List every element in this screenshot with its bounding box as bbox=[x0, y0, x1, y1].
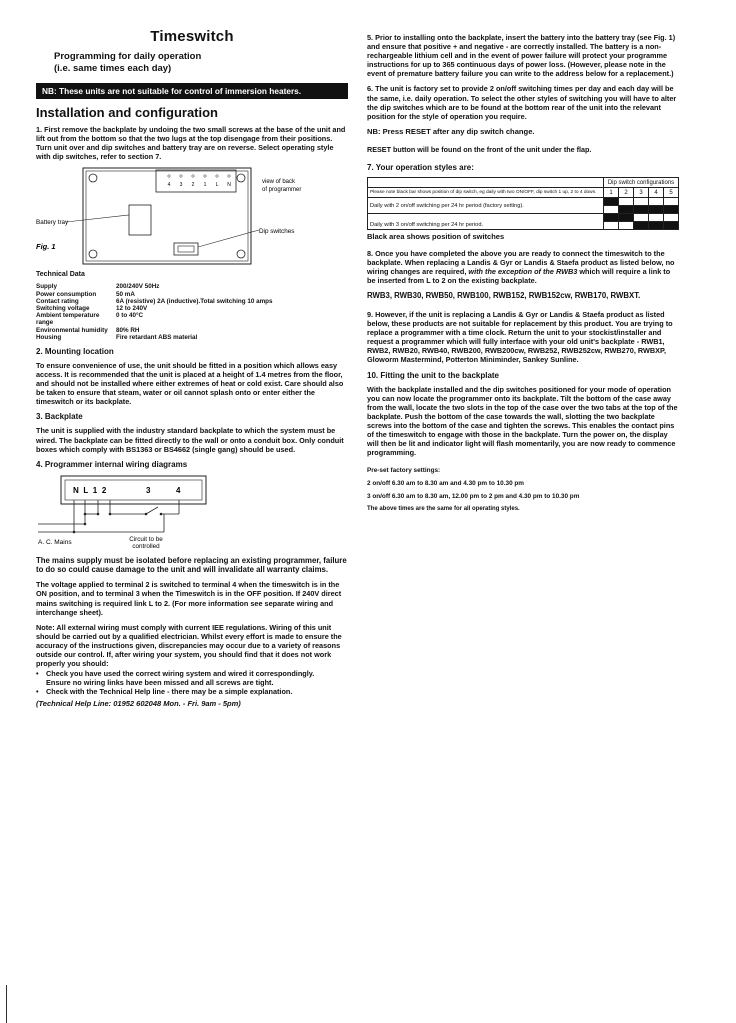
reset-location-text: RESET button will be found on the front of the unit under the flap. bbox=[367, 144, 592, 154]
dip-number-n: N bbox=[227, 182, 231, 189]
table-row: Housing Fire retardant ABS material bbox=[36, 333, 198, 341]
circuit-label-2: controlled bbox=[132, 542, 160, 550]
table-row bbox=[368, 214, 679, 222]
dip-number-l: L bbox=[215, 182, 219, 189]
view-label-1: view of back bbox=[262, 179, 296, 186]
table-row: Supply 200/240V 50Hz bbox=[36, 283, 160, 291]
table-row: Environmental humidity 80% RH bbox=[36, 326, 140, 334]
section-2-heading: 2. Mounting location bbox=[36, 347, 114, 356]
table-row: Please note black bar shows position of dip switch, eg daily with two ON/OFF, dip switch 1 up, 2 to 4 down. 1 2 3 4 5 bbox=[368, 188, 679, 198]
battery-leader-line bbox=[66, 215, 129, 222]
technical-data-table bbox=[36, 283, 273, 341]
right-column bbox=[367, 33, 679, 518]
nb-reset-text: NB: Press RESET after any dip switch change. bbox=[367, 126, 535, 136]
figure-1-back-of-programmer bbox=[36, 167, 348, 269]
document-title: Timeswitch bbox=[150, 28, 234, 45]
list-item: • Check you have used the correct wiring system and wired it correspondingly. bbox=[36, 669, 315, 679]
fig-1-label: Fig. 1 bbox=[36, 242, 56, 252]
dip-number-4: 4 bbox=[167, 182, 171, 189]
wiring-lines bbox=[38, 500, 179, 532]
circuit-label-1: Circuit to be bbox=[129, 535, 163, 543]
section-3-text: The unit is supplied with the industry standard backplate to which the system must be wired. The backplate can be fitted directly to the wall or onto a conduit box. Only conduit boxes which comply with BS1363 or BS4662 (single gang) should be used. bbox=[36, 426, 344, 454]
step-1-text: 1. First remove the backplate by undoing the two small screws at the base of the unit and lift out from the bottom so that the two lugs at the top disengage from their positions. Turn unit over and dip switches and battery tray are on reverse. Select operating style with dip switches, refer to section 7. bbox=[36, 125, 346, 162]
ac-mains-label: A. C. Mains bbox=[38, 538, 72, 546]
list-item: Ensure no wiring links have been missed and all screws are tight. bbox=[46, 678, 274, 688]
table-row bbox=[368, 178, 679, 188]
table-row: Contact rating 6A (resistive) 2A (inductive).Total switching 10 amps bbox=[36, 297, 273, 305]
table-row: Switching voltage 12 to 240V bbox=[36, 304, 148, 312]
table-row: Ambient temperature range 0 to 40°C bbox=[36, 312, 144, 327]
row-daily-2-on-off: Daily with 2 on/off switching per 24 hr period (factory setting). bbox=[368, 198, 604, 214]
compatible-models-list: RWB3, RWB30, RWB50, RWB100, RWB152, RWB152cw, RWB170, RWBXT. bbox=[367, 291, 641, 301]
list-item: • Check with the Technical Help line - there may be a simple explanation. bbox=[36, 687, 293, 697]
row-daily-3-on-off: Daily with 3 on/off switching per 24 hr period. bbox=[368, 214, 604, 230]
technical-help-line: (Technical Help Line: 01952 602048 Mon. - Fri. 9am - 5pm) bbox=[36, 699, 241, 709]
left-column bbox=[36, 28, 348, 708]
screw-icon bbox=[89, 250, 97, 258]
dip-leader-line bbox=[198, 230, 259, 247]
dip-switch-shape bbox=[174, 243, 198, 255]
section-6-text: 6. The unit is factory set to provide 2 on/off switching times per day and each day will be the same, i.e. daily operation. To select the other styles of switching you will have to alter the dip switches which are to be found at the bottom rear of the unit into the relevant position for the style of operation you require. bbox=[367, 84, 677, 121]
screw-icon bbox=[237, 250, 245, 258]
wiring-diagram bbox=[36, 474, 348, 552]
dip-pins bbox=[168, 175, 230, 177]
section-5-text: 5. Prior to installing onto the backplate, insert the battery into the battery tray (see Fig. 1) and ensure that positive + and negative - are correctly installed. The battery is a non-rechargeable lithium cell and in the event of power failure will protect your programme instructions for up to 365 continuous days of power loss. (However, please note in the event of premature battery failure you can write to the address below for a replacement.) bbox=[367, 33, 676, 79]
terminals-n-l-1-2: N L 1 2 bbox=[73, 485, 108, 495]
section-10-heading: 10. Fitting the unit to the backplate bbox=[367, 370, 500, 380]
section-2-text: To ensure convenience of use, the unit should be fitted in a position which allows easy access. It is recommended that the unit is placed at a height of 1.4 metres from the floor, and should not be installed where either extremes of heat or cold exist. Care should also be taken to ensure that steam, water or oil cannot splash onto or enter either the timeswitch or its backplate. bbox=[36, 361, 344, 407]
view-label-2: of programmer bbox=[262, 187, 302, 194]
preset-heading: Pre-set factory settings: bbox=[367, 467, 441, 475]
installation-heading: Installation and configuration bbox=[36, 105, 218, 120]
operation-styles-table bbox=[367, 177, 679, 230]
voltage-terminal-text: The voltage applied to terminal 2 is switched to terminal 4 when the timeswitch is in the ON position, and to terminal 3 when the Timeswitch is in the OFF position. If 240V direct mains switching is required link L to 2. (For more information see separate wiring and interchange sheet). bbox=[36, 580, 342, 617]
section-10-text: With the backplate installed and the dip switches positioned for your mode of operation you can now locate the programmer onto its backplate. Tilt the bottom of the case away from the wall, locate the two slots in the top of the case over the two tabs at the top of the backplate. Push the bottom of the case towards the wall, slotting the two backplate screws into the bottom of the case and tighten the screws. This enables the contact pins of the timeswitch to engage with those in the backplate. Turn the power on, the display will then be lit and indicator light will flash momentarily, you are now ready to commence programming. bbox=[367, 384, 678, 458]
section-8-text: 8. Once you have completed the above you are ready to connect the timeswitch to the backplate. When replacing a Landis & Gyr or Landis & Staefa product as listed below, no wiring changes are required, with the exception of the RWB3 which will require a link to be inserted from L to 2 on the existing backplate. bbox=[367, 249, 675, 286]
battery-tray-label: Battery tray bbox=[36, 219, 69, 227]
table-note: Please note black bar shows position of dip switch, eg daily with two ON/OFF, dip switch 1 up, 2 to 4 down. bbox=[368, 188, 604, 198]
table-row: Power consumption 50 mA bbox=[36, 290, 135, 298]
black-area-note: Black area shows position of switches bbox=[367, 232, 505, 242]
dip-number-3: 3 bbox=[179, 182, 183, 189]
preset-note: The above times are the same for all operating styles. bbox=[367, 506, 520, 513]
terminal-4: 4 bbox=[176, 485, 181, 495]
subtitle-line-1: Programming for daily operation bbox=[54, 51, 202, 62]
terminal-3: 3 bbox=[146, 485, 151, 495]
immersion-warning-bar: NB: These units are not suitable for control of immersion heaters. bbox=[36, 83, 348, 99]
subtitle-line-2: (i.e. same times each day) bbox=[54, 63, 172, 74]
screw-icon bbox=[89, 174, 97, 182]
preset-2-on-off: 2 on/off 6.30 am to 8.30 am and 4.30 pm to 10.30 pm bbox=[367, 480, 524, 488]
wiring-note-text: Note: All external wiring must comply with current IEE regulations. Wiring of this unit should be carried out by a qualified electrician. Whilst every effort is made to ensure the accuracy of the instructions given, discrepancies may occur due to a variety of reasons outside our control. If, after wiring your system, you should find that it does not work properly you should: bbox=[36, 622, 342, 669]
dip-config-header: Dip switch configurations bbox=[604, 178, 679, 188]
dip-number-1: 1 bbox=[203, 182, 207, 189]
section-7-heading: 7. Your operation styles are: bbox=[367, 163, 474, 173]
screw-icon bbox=[237, 174, 245, 182]
table-row bbox=[368, 198, 679, 206]
scan-edge-line bbox=[6, 985, 7, 1023]
mains-isolation-warning: The mains supply must be isolated before replacing an existing programmer, failure to do so could cause damage to the unit and will invalidate all warranty claims. bbox=[36, 555, 347, 575]
section-3-heading: 3. Backplate bbox=[36, 412, 83, 422]
wiring-junctions bbox=[73, 512, 163, 533]
dip-switches-label: Dip switches bbox=[259, 228, 295, 236]
section-9-text: 9. However, if the unit is replacing a Landis & Gyr or Landis & Staefa product as listed below, these products are not suitable for replacement by this product. You are trying to replace a programmer with a time clock. Return the unit to your stockist/installer and request a programmer which will fully interface with your old unit's backplate - RWB1, RWB2, RWB20, RWB40, RWB200, RWB200cw, RWB252, RWB252cw, RWB270, RWBXP, Gloworm Mastermind, Potterton Miniminder, Sankey Sunline. bbox=[367, 310, 673, 365]
dip-number-2: 2 bbox=[191, 182, 195, 189]
battery-tray-shape bbox=[129, 205, 151, 235]
section-4-heading: 4. Programmer internal wiring diagrams bbox=[36, 459, 188, 469]
technical-data-heading: Technical Data bbox=[36, 271, 85, 279]
preset-3-on-off: 3 on/off 6.30 am to 8.30 am, 12.00 pm to 2 pm and 4.30 pm to 10.30 pm bbox=[367, 493, 580, 501]
dip-switch-block bbox=[156, 170, 236, 192]
